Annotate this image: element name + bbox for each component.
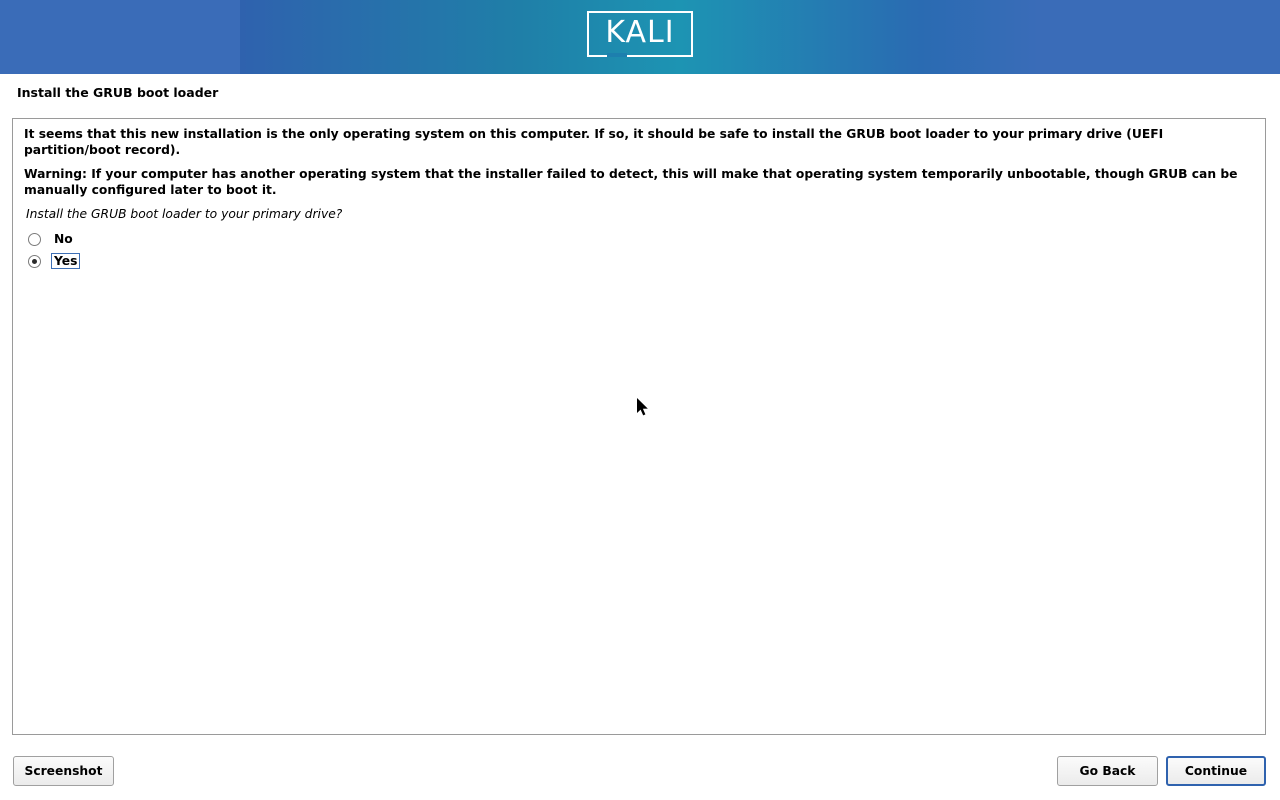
radio-no-indicator[interactable] bbox=[28, 233, 41, 246]
question-label: Install the GRUB boot loader to your primary drive? bbox=[26, 207, 343, 222]
radio-option-no[interactable] bbox=[28, 228, 1254, 250]
continue-button-label: Continue bbox=[1184, 764, 1248, 778]
kali-logo-box bbox=[587, 11, 692, 57]
screenshot-button-label: Screenshot bbox=[24, 764, 103, 778]
go-back-button-label: Go Back bbox=[1079, 764, 1136, 778]
radio-yes-indicator[interactable] bbox=[28, 255, 41, 268]
warning-paragraph: Warning: If your computer has another operating system that the installer failed to detect, this will make that operating system temporarily unbootable, though GRUB can be manually configured later to boot it. bbox=[24, 167, 1238, 197]
kali-banner bbox=[0, 0, 1280, 74]
kali-logo bbox=[0, 11, 1280, 57]
radio-no-label[interactable]: No bbox=[54, 232, 73, 247]
main-panel bbox=[12, 118, 1266, 735]
radio-yes-label[interactable]: Yes bbox=[51, 253, 80, 269]
screenshot-button[interactable] bbox=[13, 756, 114, 786]
info-paragraph: It seems that this new installation is the only operating system on this computer. If so, it should be safe to install the GRUB boot loader to your primary drive (UEFI partition/boot record). bbox=[24, 127, 1164, 157]
logo-notch bbox=[607, 53, 627, 57]
panel-content bbox=[13, 119, 1265, 272]
radio-option-yes[interactable] bbox=[28, 250, 1254, 272]
kali-logo-text: KALI bbox=[605, 15, 675, 50]
continue-button[interactable] bbox=[1166, 756, 1266, 786]
go-back-button[interactable] bbox=[1057, 756, 1158, 786]
page-title: Install the GRUB boot loader bbox=[17, 85, 219, 100]
